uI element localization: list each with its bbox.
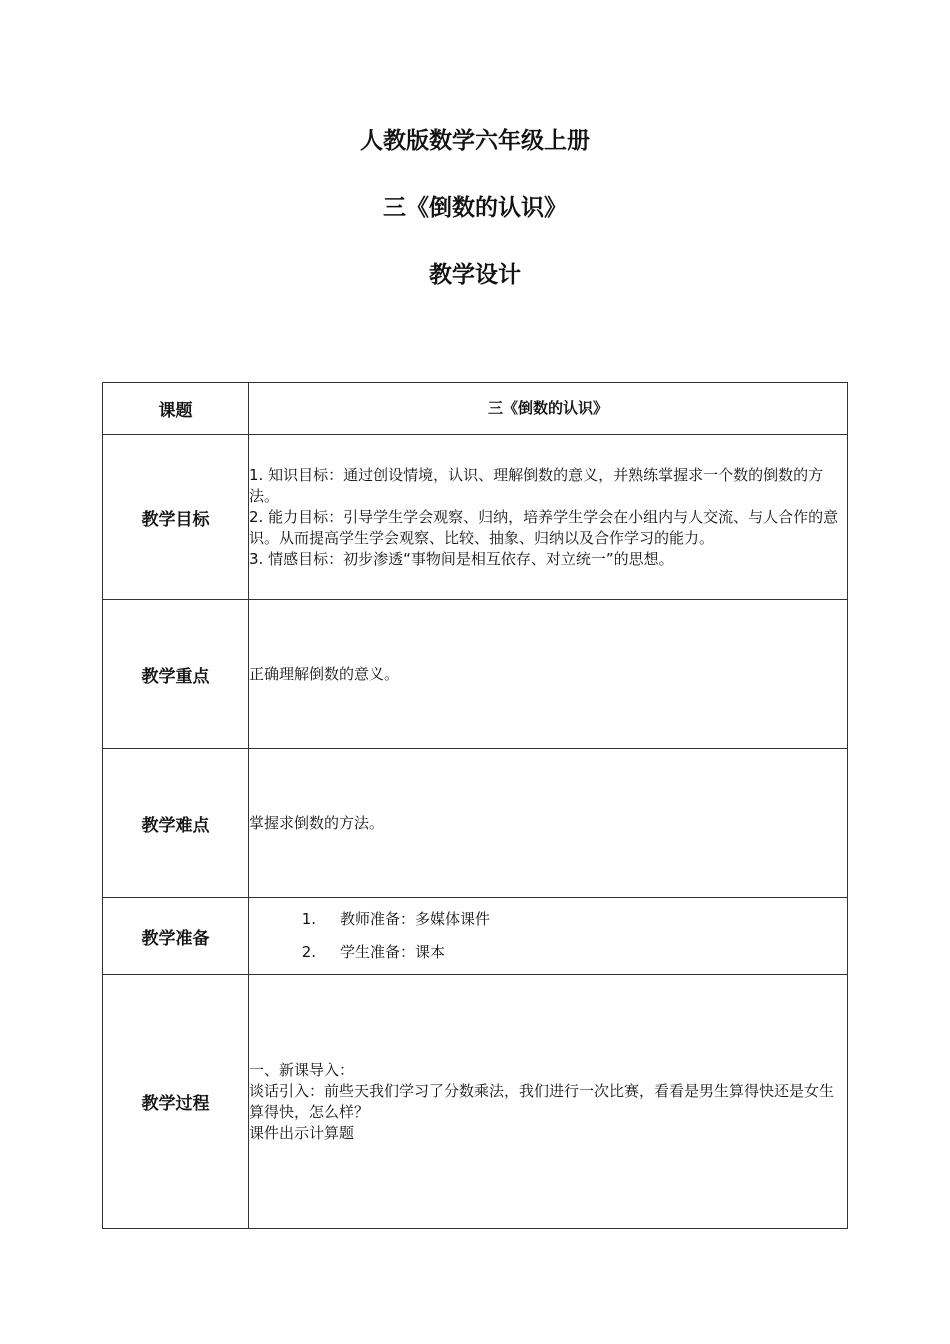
document-title: 人教版数学六年级上册 bbox=[360, 128, 590, 154]
value-goals bbox=[249, 435, 848, 600]
goal-emotion: 3. 情感目标：初步渗透“事物间是相互依存、对立统一”的思想。 bbox=[249, 549, 674, 568]
row-preparation bbox=[103, 898, 848, 975]
document-subtitle: 教学设计 bbox=[429, 262, 521, 288]
value-preparation bbox=[249, 898, 848, 975]
row-subject bbox=[103, 383, 848, 435]
value-subject: 三《倒数的认识》 bbox=[249, 383, 848, 435]
row-process bbox=[103, 975, 848, 1229]
label-subject: 课题 bbox=[103, 383, 249, 435]
row-key-point bbox=[103, 600, 848, 749]
label-goals: 教学目标 bbox=[103, 435, 249, 600]
list-item bbox=[249, 936, 847, 969]
goal-ability: 2. 能力目标：引导学生学会观察、归纳，培养学生学会在小组内与人交流、与人合作的意识。从而提高学生学会观察、比较、抽象、归纳以及合作学习的能力。 bbox=[249, 507, 839, 547]
lesson-plan-table bbox=[102, 382, 848, 1229]
label-difficulty: 教学难点 bbox=[103, 749, 249, 898]
value-process bbox=[249, 975, 848, 1229]
goal-knowledge: 1. 知识目标：通过创设情境，认识、理解倒数的意义，并熟练掌握求一个数的倒数的方法。 bbox=[249, 465, 824, 505]
lesson-title: 三《倒数的认识》 bbox=[383, 195, 567, 221]
value-difficulty: 掌握求倒数的方法。 bbox=[249, 749, 848, 898]
list-text: 学生准备：课本 bbox=[340, 943, 446, 961]
label-process: 教学过程 bbox=[103, 975, 249, 1229]
row-difficulty bbox=[103, 749, 848, 898]
label-key-point: 教学重点 bbox=[103, 600, 249, 749]
list-item bbox=[249, 903, 847, 936]
list-number: 2. bbox=[301, 943, 316, 961]
label-preparation: 教学准备 bbox=[103, 898, 249, 975]
list-text: 教师准备：多媒体课件 bbox=[340, 910, 491, 928]
process-intro: 谈话引入：前些天我们学习了分数乘法，我们进行一次比赛，看看是男生算得快还是女生算得快，怎么样？ bbox=[249, 1082, 835, 1121]
process-step: 课件出示计算题 bbox=[249, 1124, 355, 1142]
process-heading: 一、新课导入： bbox=[249, 1061, 355, 1079]
value-key-point: 正确理解倒数的意义。 bbox=[249, 600, 848, 749]
row-goals bbox=[103, 435, 848, 600]
list-number: 1. bbox=[301, 910, 316, 928]
